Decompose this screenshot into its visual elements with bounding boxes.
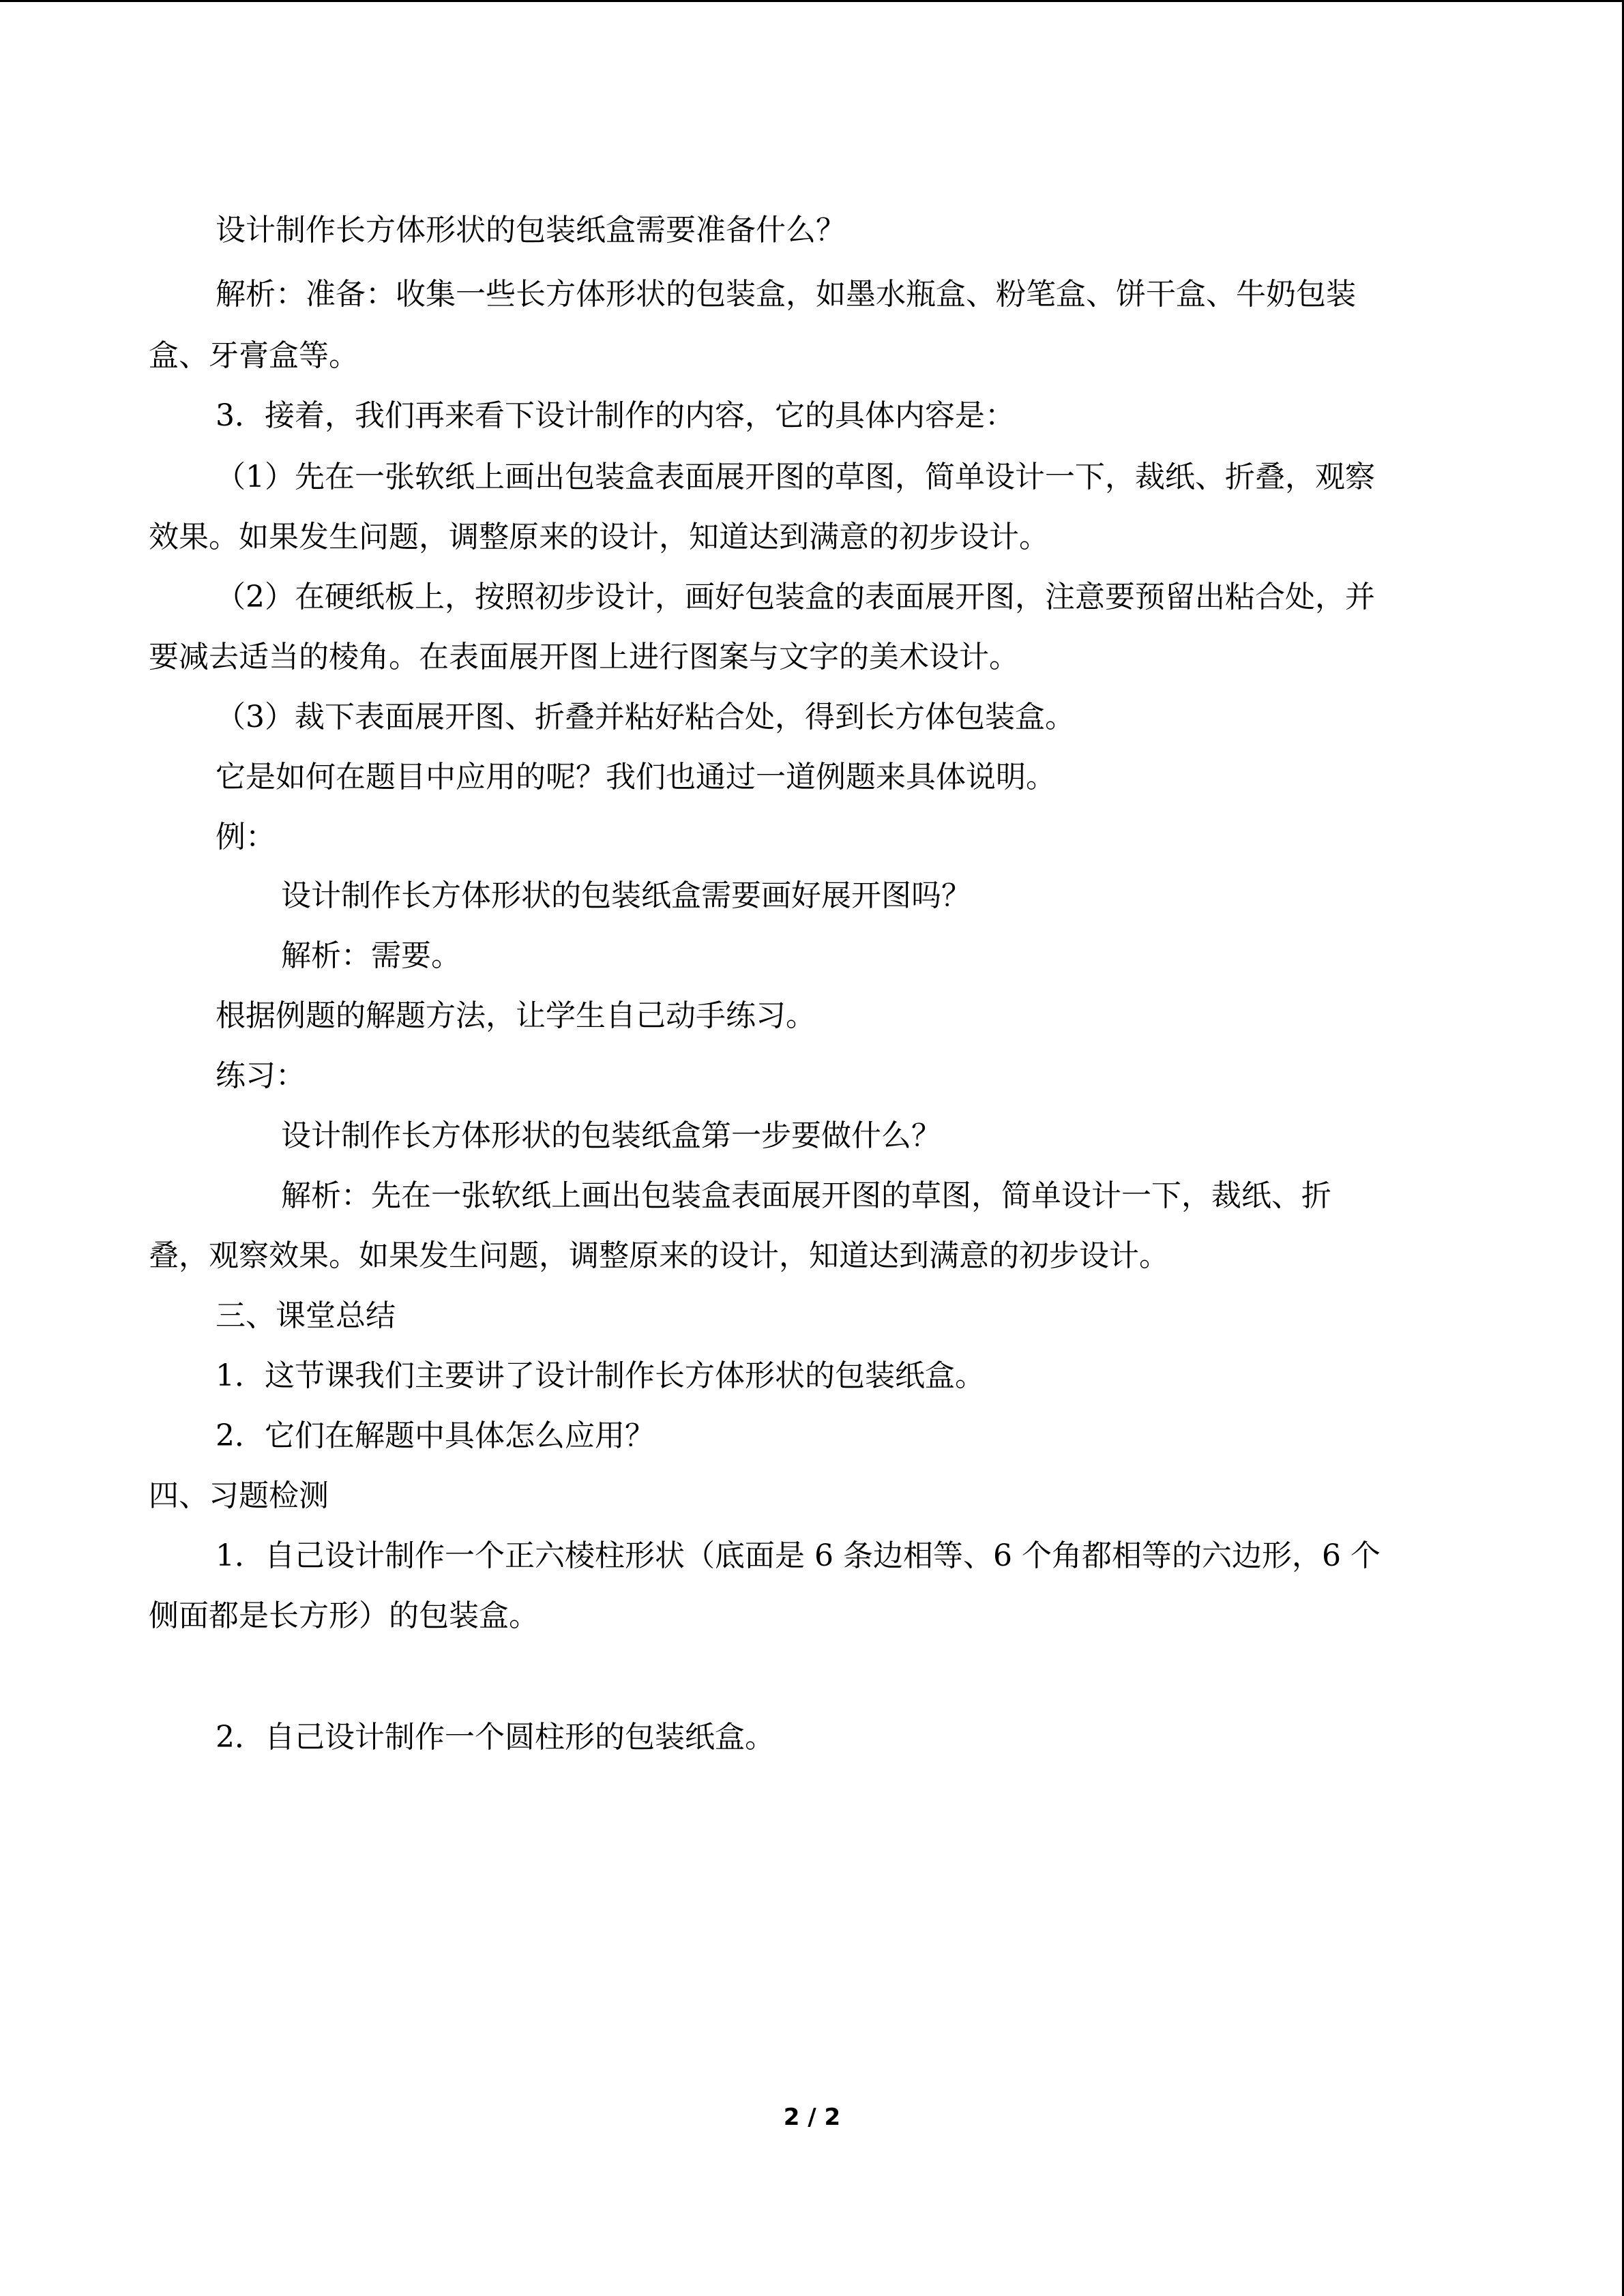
example-heading: 例：: [216, 820, 276, 854]
page-number: 2 / 2: [783, 2104, 841, 2131]
step-3-line: （3）裁下表面展开图、折叠并粘好粘合处，得到长方体包装盒。: [216, 700, 1075, 734]
step-1-line-continued: 效果。如果发生问题，调整原来的设计，知道达到满意的初步设计。: [149, 520, 1049, 554]
example-answer: 解析：需要。: [281, 938, 461, 973]
answer-line-continued: 盒、牙膏盒等。: [149, 338, 359, 373]
summary-item-1: 1．这节课我们主要讲了设计制作长方体形状的包装纸盒。: [216, 1358, 985, 1393]
example-question: 设计制作长方体形状的包装纸盒需要画好展开图吗？: [281, 878, 971, 913]
question-line: 设计制作长方体形状的包装纸盒需要准备什么？: [216, 213, 846, 248]
practice-answer: 解析：先在一张软纸上画出包装盒表面展开图的草图，简单设计一下，裁纸、折: [281, 1178, 1331, 1213]
exercise-item-2: 2．自己设计制作一个圆柱形的包装纸盒。: [216, 1720, 775, 1755]
exercise-item-1: 1．自己设计制作一个正六棱柱形状（底面是 6 条边相等、6 个角都相等的六边形，6 个: [216, 1538, 1381, 1573]
step-2-line: （2）在硬纸板上，按照初步设计，画好包装盒的表面展开图，注意要预留出粘合处，并: [216, 580, 1375, 614]
summary-heading: 三、课堂总结: [216, 1298, 396, 1333]
step-1-line: （1）先在一张软纸上画出包装盒表面展开图的草图，简单设计一下，裁纸、折叠，观察: [216, 460, 1375, 494]
practice-heading: 练习：: [216, 1058, 306, 1093]
answer-line: 解析：准备：收集一些长方体形状的包装盒，如墨水瓶盒、粉笔盒、饼干盒、牛奶包装: [216, 277, 1356, 312]
exercise-heading: 四、习题检测: [149, 1478, 329, 1513]
summary-item-2: 2．它们在解题中具体怎么应用？: [216, 1418, 655, 1453]
transition-line: 它是如何在题目中应用的呢？我们也通过一道例题来具体说明。: [216, 760, 1056, 794]
practice-intro: 根据例题的解题方法，让学生自己动手练习。: [216, 998, 816, 1033]
section-item-3: 3．接着，我们再来看下设计制作的内容，它的具体内容是：: [216, 398, 1015, 433]
exercise-item-1-continued: 侧面都是长方形）的包装盒。: [149, 1598, 539, 1633]
step-2-line-continued: 要减去适当的棱角。在表面展开图上进行图案与文字的美术设计。: [149, 640, 1019, 674]
practice-question: 设计制作长方体形状的包装纸盒第一步要做什么？: [281, 1118, 941, 1153]
practice-answer-continued: 叠，观察效果。如果发生问题，调整原来的设计，知道达到满意的初步设计。: [149, 1238, 1169, 1273]
